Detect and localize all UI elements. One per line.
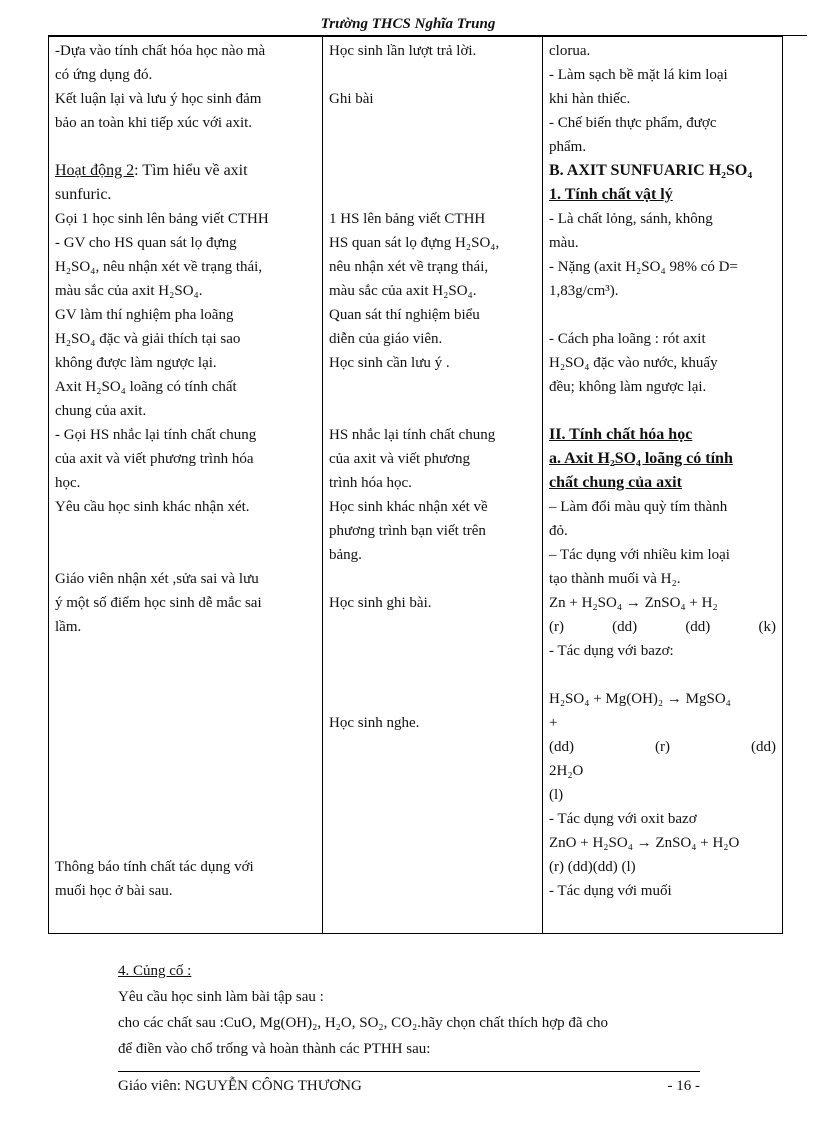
student-line <box>329 183 536 207</box>
student-line: Ghi bài <box>329 91 374 107</box>
content-line: 2H₂O <box>549 763 584 779</box>
teacher-line: Yêu cầu học sinh khác nhận xét. <box>55 499 250 515</box>
teacher-line <box>55 639 316 663</box>
content-line: khi hàn thiếc. <box>549 91 631 107</box>
student-line: Quan sát thí nghiệm biểu <box>329 307 480 323</box>
teacher-line <box>55 807 316 831</box>
teacher-line: không được làm ngược lại. <box>55 355 217 371</box>
content-line: - Tác dụng với bazơ: <box>549 643 674 659</box>
content-lines-a <box>549 39 776 159</box>
student-line: Học sinh ghi bài. <box>329 595 432 611</box>
teacher-line: màu sắc của axit H₂SO₄. <box>55 283 203 299</box>
content-line: - Tác dụng với muối <box>549 883 672 899</box>
content-line: (r) (dd)(dd) (l) <box>549 859 636 875</box>
teacher-line: Axit H₂SO₄ loãng có tính chất <box>55 379 237 395</box>
student-line <box>329 135 536 159</box>
student-line: phương trình bạn viết trên <box>329 523 486 539</box>
teacher-line <box>55 543 316 567</box>
teacher-line <box>55 687 316 711</box>
content-line: Zn + H₂SO₄ → ZnSO₄ + H₂ <box>549 595 718 611</box>
state-label: (dd) <box>751 739 776 755</box>
section-title: 4. Củng cố : <box>118 963 192 979</box>
teacher-line: H₂SO₄ đặc và giải thích tại sao <box>55 331 241 347</box>
lesson-table <box>48 36 783 934</box>
footer-teacher: Giáo viên: NGUYỄN CÔNG THƯƠNG <box>118 1078 362 1094</box>
heading-axit-loang: a. Axit H₂SO₄ loãng có tính <box>549 450 733 467</box>
state-label: (dd) <box>685 619 711 635</box>
page-header: Trường THCS Nghĩa Trung <box>320 16 496 32</box>
content-line: - Nặng (axit H₂SO₄ 98% có D= <box>549 259 738 275</box>
heading-tinh-chat-vat-ly: 1. Tính chất vật lý <box>549 186 673 203</box>
student-line: của axit và viết phương <box>329 451 471 467</box>
content-lines-b <box>549 207 776 423</box>
content-line: (l) <box>549 787 564 803</box>
student-lines <box>329 39 536 735</box>
teacher-line: - Gọi HS nhắc lại tính chất chung <box>55 427 257 443</box>
teacher-line: Hoạt động 2: Tìm hiểu về axit <box>55 162 248 179</box>
state-label: (dd) <box>612 619 638 635</box>
content-lines-e <box>549 759 776 903</box>
student-line: màu sắc của axit H₂SO₄. <box>329 283 477 299</box>
teacher-line: bảo an toàn khi tiếp xúc với axit. <box>55 115 253 131</box>
student-line <box>329 399 536 423</box>
content-line: clorua. <box>549 43 591 59</box>
content-line: H₂SO₄ + Mg(OH)₂ → MgSO₄ <box>549 691 731 707</box>
teacher-line <box>55 519 316 543</box>
heading-axit-sunfuric: B. AXIT SUNFUARIC H₂SO₄ <box>549 162 753 179</box>
student-line: 1 HS lên bảng viết CTHH <box>329 211 486 227</box>
section-cung-co <box>118 958 718 1062</box>
student-line <box>329 687 536 711</box>
content-line: tạo thành muối và H₂. <box>549 571 681 587</box>
student-line: Học sinh cần lưu ý . <box>329 355 450 371</box>
teacher-line: H₂SO₄, nêu nhận xét về trạng thái, <box>55 259 263 275</box>
state-label: (r) <box>655 739 670 755</box>
content-line <box>549 663 776 687</box>
content-line: - Chế biến thực phẩm, được <box>549 115 717 131</box>
teacher-line: có ứng dụng đó. <box>55 67 153 83</box>
content-column <box>543 37 783 934</box>
teacher-line <box>55 663 316 687</box>
heading-chat-chung: chất chung của axit <box>549 474 682 491</box>
teacher-line: muối học ở bài sau. <box>55 883 173 899</box>
teacher-line: chung của axit. <box>55 403 147 419</box>
section-line: để điền vào chổ trống và hoàn thành các PTHH sau: <box>118 1041 431 1057</box>
teacher-line <box>55 759 316 783</box>
teacher-line: Giáo viên nhận xét ,sửa sai và lưu <box>55 571 259 587</box>
heading-tinh-chat-hoa-hoc: II. Tính chất hóa học <box>549 426 693 443</box>
content-line: – Làm đổi màu quỳ tím thành <box>549 499 728 515</box>
student-line <box>329 111 536 135</box>
content-line: - Làm sạch bề mặt lá kim loại <box>549 67 728 83</box>
student-line: nêu nhận xét về trạng thái, <box>329 259 489 275</box>
content-lines-c <box>549 495 776 615</box>
content-line: phẩm. <box>549 139 587 155</box>
teacher-line: GV làm thí nghiệm pha loãng <box>55 307 234 323</box>
content-line: - Tác dụng với oxit bazơ <box>549 811 697 827</box>
content-line: ZnO + H₂SO₄ → ZnSO₄ + H₂O <box>549 835 740 851</box>
teacher-line: -Dựa vào tính chất hóa học nào mà <box>55 43 266 59</box>
student-line: Học sinh lần lượt trả lời. <box>329 43 477 59</box>
page-footer <box>118 1078 700 1095</box>
teacher-line: Kết luận lại và lưu ý học sinh đảm <box>55 91 262 107</box>
student-line: HS nhắc lại tính chất chung <box>329 427 496 443</box>
student-line: HS quan sát lọ đựng H₂SO₄, <box>329 235 500 251</box>
student-line <box>329 615 536 639</box>
page-number: - 16 - <box>667 1078 700 1094</box>
content-line: - Là chất lỏng, sánh, không <box>549 211 713 227</box>
content-line: đỏ. <box>549 523 568 539</box>
section-line: Yêu cầu học sinh làm bài tập sau : <box>118 989 324 1005</box>
content-line: đều; không làm ngược lại. <box>549 379 707 395</box>
student-line: diễn của giáo viên. <box>329 331 443 347</box>
content-line: + <box>549 715 558 731</box>
teacher-line: học. <box>55 475 81 491</box>
content-line: 1,83g/cm³). <box>549 283 619 299</box>
student-line: trình hóa học. <box>329 475 412 491</box>
state-row-2 <box>549 735 776 759</box>
teacher-line <box>55 831 316 855</box>
content-line: - Cách pha loãng : rót axit <box>549 331 706 347</box>
teacher-line: Thông báo tính chất tác dụng với <box>55 859 254 875</box>
content-line: màu. <box>549 235 579 251</box>
teacher-line <box>55 711 316 735</box>
section-lines <box>118 984 718 1062</box>
student-line <box>329 639 536 663</box>
teacher-line: - GV cho HS quan sát lọ đựng <box>55 235 237 251</box>
teacher-line: sunfuric. <box>55 186 112 203</box>
content-line <box>549 399 776 423</box>
student-line <box>329 63 536 87</box>
state-row-1 <box>549 615 776 639</box>
teacher-lines <box>55 39 316 903</box>
teacher-line <box>55 783 316 807</box>
student-line: Học sinh khác nhận xét về <box>329 499 488 515</box>
state-label: (r) <box>549 619 564 635</box>
section-line: cho các chất sau :CuO, Mg(OH)₂, H₂O, SO₂, CO₂.hãy chọn chất thích hợp đã cho <box>118 1015 608 1031</box>
student-activity-column <box>323 37 543 934</box>
student-line <box>329 663 536 687</box>
student-line <box>329 375 536 399</box>
content-line: – Tác dụng với nhiều kim loại <box>549 547 730 563</box>
state-label: (dd) <box>549 739 574 755</box>
teacher-line <box>55 135 316 159</box>
content-line <box>549 303 776 327</box>
teacher-line: ý một số điểm học sinh dễ mắc sai <box>55 595 262 611</box>
teacher-line: lầm. <box>55 619 82 635</box>
state-label: (k) <box>758 619 776 635</box>
teacher-line: của axit và viết phương trình hóa <box>55 451 254 467</box>
student-line: bảng. <box>329 547 362 563</box>
student-line: Học sinh nghe. <box>329 715 420 731</box>
teacher-line <box>55 735 316 759</box>
teacher-line: Gọi 1 học sinh lên bảng viết CTHH <box>55 211 269 227</box>
content-lines-d <box>549 639 776 735</box>
student-line <box>329 567 536 591</box>
footer-rule <box>118 1071 700 1072</box>
teacher-activity-column <box>49 37 323 934</box>
student-line <box>329 159 536 183</box>
content-line: H₂SO₄ đặc vào nước, khuấy <box>549 355 718 371</box>
